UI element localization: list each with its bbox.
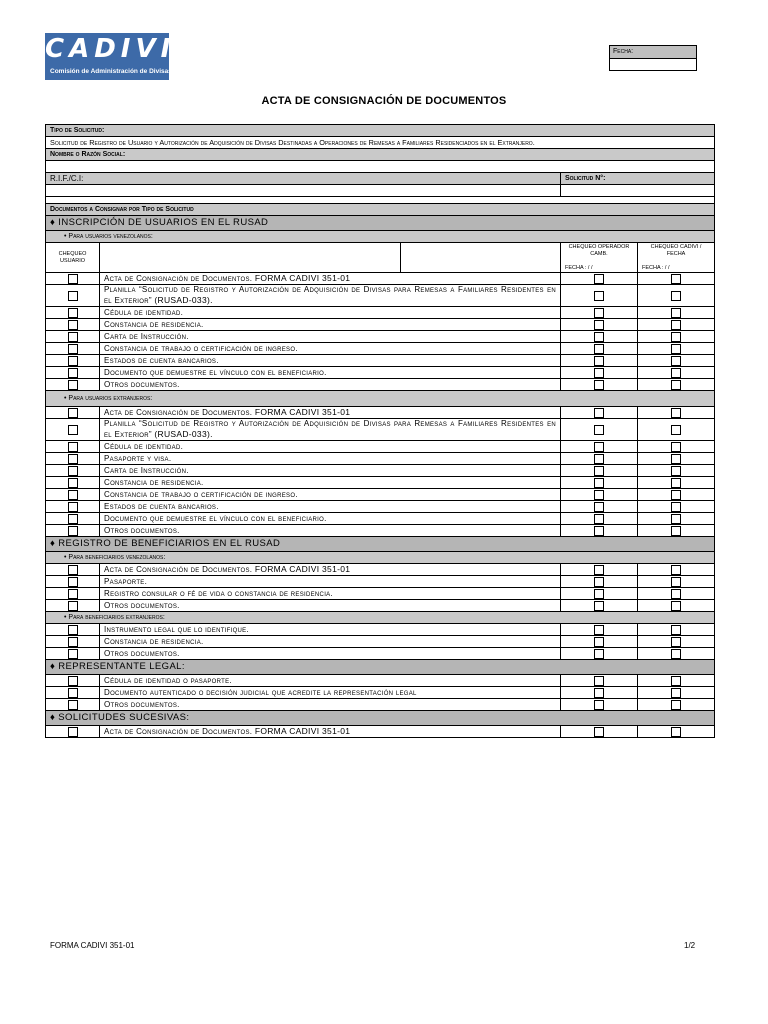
usuario-checkbox[interactable] xyxy=(68,637,78,647)
cadivi-checkbox[interactable] xyxy=(671,490,681,500)
tipo-value: Solicitud de Registro de Usuario y Autorización de Adquisición de Divisas Destinadas a Operaciones de Remesas a Familiares Residenciados en el Extranjero. xyxy=(46,137,715,149)
list-item: Pasaporte y visa. xyxy=(46,453,715,465)
tipo-label: Tipo de Solicitud: xyxy=(46,125,715,137)
operador-checkbox[interactable] xyxy=(594,490,604,500)
solicitud-label: Solicitud N°: xyxy=(561,173,715,185)
cadivi-checkbox[interactable] xyxy=(671,425,681,435)
operador-checkbox[interactable] xyxy=(594,274,604,284)
usuario-checkbox[interactable] xyxy=(68,676,78,686)
usuario-checkbox[interactable] xyxy=(68,589,78,599)
operador-checkbox[interactable] xyxy=(594,649,604,659)
cadivi-checkbox[interactable] xyxy=(671,676,681,686)
section-solicitudes-sucesivas: ♦ SOLICITUDES SUCESIVAS: xyxy=(46,711,715,726)
col-chequeo-usuario: CHEQUEO USUARIO xyxy=(46,243,100,273)
cadivi-checkbox[interactable] xyxy=(671,565,681,575)
cadivi-checkbox[interactable] xyxy=(671,466,681,476)
usuario-checkbox[interactable] xyxy=(68,625,78,635)
list-item: Estados de cuenta bancarios. xyxy=(46,355,715,367)
usuario-checkbox[interactable] xyxy=(68,274,78,284)
usuario-checkbox[interactable] xyxy=(68,332,78,342)
nombre-input[interactable] xyxy=(46,161,715,173)
operador-checkbox[interactable] xyxy=(594,676,604,686)
list-item: Carta de Instrucción. xyxy=(46,331,715,343)
solicitud-input[interactable] xyxy=(561,185,715,197)
nombre-label: Nombre o Razón Social: xyxy=(46,149,715,161)
usuario-checkbox[interactable] xyxy=(68,490,78,500)
usuario-checkbox[interactable] xyxy=(68,442,78,452)
operador-checkbox[interactable] xyxy=(594,368,604,378)
operador-checkbox[interactable] xyxy=(594,526,604,536)
footer-page-number: 1/2 xyxy=(684,941,696,950)
subsection-usuarios-venezolanos: • Para usuarios venezolanos: xyxy=(46,231,715,243)
usuario-checkbox[interactable] xyxy=(68,514,78,524)
cadivi-checkbox[interactable] xyxy=(671,274,681,284)
list-item: Constancia de trabajo o certificación de ingreso. xyxy=(46,343,715,355)
operador-checkbox[interactable] xyxy=(594,380,604,390)
list-item: Acta de Consignación de Documentos. FORMA CADIVI 351-01 xyxy=(46,726,715,738)
list-item: Otros documentos. xyxy=(46,648,715,660)
operador-checkbox[interactable] xyxy=(594,637,604,647)
list-item: Constancia de residencia. xyxy=(46,636,715,648)
operador-checkbox[interactable] xyxy=(594,688,604,698)
usuario-checkbox[interactable] xyxy=(68,380,78,390)
consignment-form xyxy=(45,124,715,738)
footer-form-code: FORMA CADIVI 351-01 xyxy=(50,941,135,950)
usuario-checkbox[interactable] xyxy=(68,425,78,435)
operador-checkbox[interactable] xyxy=(594,408,604,418)
usuario-checkbox[interactable] xyxy=(68,308,78,318)
cadivi-checkbox[interactable] xyxy=(671,320,681,330)
col-chequeo-operador: CHEQUEO OPERADOR CAMB. FECHA : / / xyxy=(561,243,638,273)
operador-checkbox[interactable] xyxy=(594,425,604,435)
fecha-box xyxy=(609,45,697,71)
usuario-checkbox[interactable] xyxy=(68,577,78,587)
operador-checkbox[interactable] xyxy=(594,478,604,488)
section-inscripcion: ♦ INSCRIPCIÓN DE USUARIOS EN EL RUSAD xyxy=(46,216,715,231)
usuario-checkbox[interactable] xyxy=(68,700,78,710)
usuario-checkbox[interactable] xyxy=(68,565,78,575)
cadivi-checkbox[interactable] xyxy=(671,688,681,698)
cadivi-checkbox[interactable] xyxy=(671,601,681,611)
operador-checkbox[interactable] xyxy=(594,565,604,575)
usuario-checkbox[interactable] xyxy=(68,454,78,464)
list-item: Constancia de residencia. xyxy=(46,477,715,489)
cadivi-checkbox[interactable] xyxy=(671,625,681,635)
cadivi-checkbox[interactable] xyxy=(671,577,681,587)
list-item: Estados de cuenta bancarios. xyxy=(46,501,715,513)
usuario-checkbox[interactable] xyxy=(68,368,78,378)
cadivi-checkbox[interactable] xyxy=(671,649,681,659)
operador-checkbox[interactable] xyxy=(594,727,604,737)
cadivi-logo xyxy=(45,33,176,80)
cadivi-checkbox[interactable] xyxy=(671,408,681,418)
cadivi-checkbox[interactable] xyxy=(671,727,681,737)
cadivi-checkbox[interactable] xyxy=(671,344,681,354)
section-representante-legal: ♦ REPRESENTANTE LEGAL: xyxy=(46,660,715,675)
usuario-checkbox[interactable] xyxy=(68,356,78,366)
rif-input[interactable] xyxy=(46,185,561,197)
cadivi-checkbox[interactable] xyxy=(671,356,681,366)
cadivi-checkbox[interactable] xyxy=(671,526,681,536)
list-item: Cédula de identidad o pasaporte. xyxy=(46,675,715,687)
usuario-checkbox[interactable] xyxy=(68,408,78,418)
operador-checkbox[interactable] xyxy=(594,625,604,635)
list-item: Documento que demuestre el vínculo con el beneficiario. xyxy=(46,367,715,379)
docs-label: Documentos a Consignar por Tipo de Solicitud xyxy=(46,204,715,216)
subsection-beneficiarios-venezolanos: • Para beneficiarios venezolanos: xyxy=(46,552,715,564)
cadivi-checkbox[interactable] xyxy=(671,308,681,318)
col-chequeo-cadivi: CHEQUEO CADIVI / FECHA FECHA : / / xyxy=(638,243,715,273)
list-item: Otros documentos. xyxy=(46,525,715,537)
usuario-checkbox[interactable] xyxy=(68,320,78,330)
operador-checkbox[interactable] xyxy=(594,308,604,318)
logo-text: CADIVI xyxy=(45,34,176,64)
usuario-checkbox[interactable] xyxy=(68,466,78,476)
operador-checkbox[interactable] xyxy=(594,601,604,611)
operador-checkbox[interactable] xyxy=(594,291,604,301)
usuario-checkbox[interactable] xyxy=(68,502,78,512)
operador-checkbox[interactable] xyxy=(594,344,604,354)
fecha-label: Fecha: xyxy=(610,46,696,59)
operador-checkbox[interactable] xyxy=(594,502,604,512)
operador-checkbox[interactable] xyxy=(594,356,604,366)
rif-label: R.I.F./C.I: xyxy=(46,173,561,185)
cadivi-checkbox[interactable] xyxy=(671,332,681,342)
usuario-checkbox[interactable] xyxy=(68,344,78,354)
operador-checkbox[interactable] xyxy=(594,332,604,342)
list-item: Pasaporte. xyxy=(46,576,715,588)
cadivi-checkbox[interactable] xyxy=(671,454,681,464)
operador-checkbox[interactable] xyxy=(594,442,604,452)
list-item: Registro consular o fé de vida o constancia de residencia. xyxy=(46,588,715,600)
list-item: Cédula de identidad. xyxy=(46,307,715,319)
document-title: ACTA DE CONSIGNACIÓN DE DOCUMENTOS xyxy=(261,95,507,107)
list-item: Acta de Consignación de Documentos. FORMA CADIVI 351-01 xyxy=(46,273,715,285)
cadivi-checkbox[interactable] xyxy=(671,502,681,512)
subsection-usuarios-extranjeros: • Para usuarios extranjeros: xyxy=(46,391,715,407)
usuario-checkbox[interactable] xyxy=(68,291,78,301)
operador-checkbox[interactable] xyxy=(594,700,604,710)
operador-checkbox[interactable] xyxy=(594,320,604,330)
usuario-checkbox[interactable] xyxy=(68,601,78,611)
list-item: Constancia de trabajo o certificación de ingreso. xyxy=(46,489,715,501)
list-item: Planilla “Solicitud de Registro y Autorización de Adquisición de Divisas para Remesas a Familiares Residentes en el Exterior” (RUSAD-033). xyxy=(46,285,715,307)
cadivi-checkbox[interactable] xyxy=(671,442,681,452)
list-item: Instrumento legal que lo identifique. xyxy=(46,624,715,636)
usuario-checkbox[interactable] xyxy=(68,727,78,737)
cadivi-checkbox[interactable] xyxy=(671,368,681,378)
subsection-beneficiarios-extranjeros: • Para beneficiarios extranjeros: xyxy=(46,612,715,624)
cadivi-checkbox[interactable] xyxy=(671,514,681,524)
usuario-checkbox[interactable] xyxy=(68,526,78,536)
section-beneficiarios: ♦ REGISTRO DE BENEFICIARIOS EN EL RUSAD xyxy=(46,537,715,552)
cadivi-checkbox[interactable] xyxy=(671,700,681,710)
list-item: Documento autenticado o decisión judicial que acredite la representación legal xyxy=(46,687,715,699)
list-item: Planilla “Solicitud de Registro y Autorización de Adquisición de Divisas para Remesas a Familiares Residentes en el Exterior” (RUSAD-033). xyxy=(46,419,715,441)
operador-checkbox[interactable] xyxy=(594,577,604,587)
logo-subtitle: Comisión de Administración de Divisas xyxy=(50,68,172,75)
list-item: Carta de Instrucción. xyxy=(46,465,715,477)
list-item: Otros documentos. xyxy=(46,379,715,391)
list-item: Acta de Consignación de Documentos. FORMA CADIVI 351-01 xyxy=(46,407,715,419)
cadivi-checkbox[interactable] xyxy=(671,637,681,647)
usuario-checkbox[interactable] xyxy=(68,478,78,488)
cadivi-checkbox[interactable] xyxy=(671,478,681,488)
usuario-checkbox[interactable] xyxy=(68,649,78,659)
list-item: Documento que demuestre el vínculo con el beneficiario. xyxy=(46,513,715,525)
operador-checkbox[interactable] xyxy=(594,466,604,476)
list-item: Acta de Consignación de Documentos. FORMA CADIVI 351-01 xyxy=(46,564,715,576)
cadivi-checkbox[interactable] xyxy=(671,589,681,599)
list-item: Cédula de identidad. xyxy=(46,441,715,453)
usuario-checkbox[interactable] xyxy=(68,688,78,698)
cadivi-checkbox[interactable] xyxy=(671,380,681,390)
list-item: Constancia de residencia. xyxy=(46,319,715,331)
list-item: Otros documentos. xyxy=(46,699,715,711)
fecha-input[interactable] xyxy=(610,59,696,71)
cadivi-checkbox[interactable] xyxy=(671,291,681,301)
operador-checkbox[interactable] xyxy=(594,589,604,599)
operador-checkbox[interactable] xyxy=(594,454,604,464)
operador-checkbox[interactable] xyxy=(594,514,604,524)
list-item: Otros documentos. xyxy=(46,600,715,612)
